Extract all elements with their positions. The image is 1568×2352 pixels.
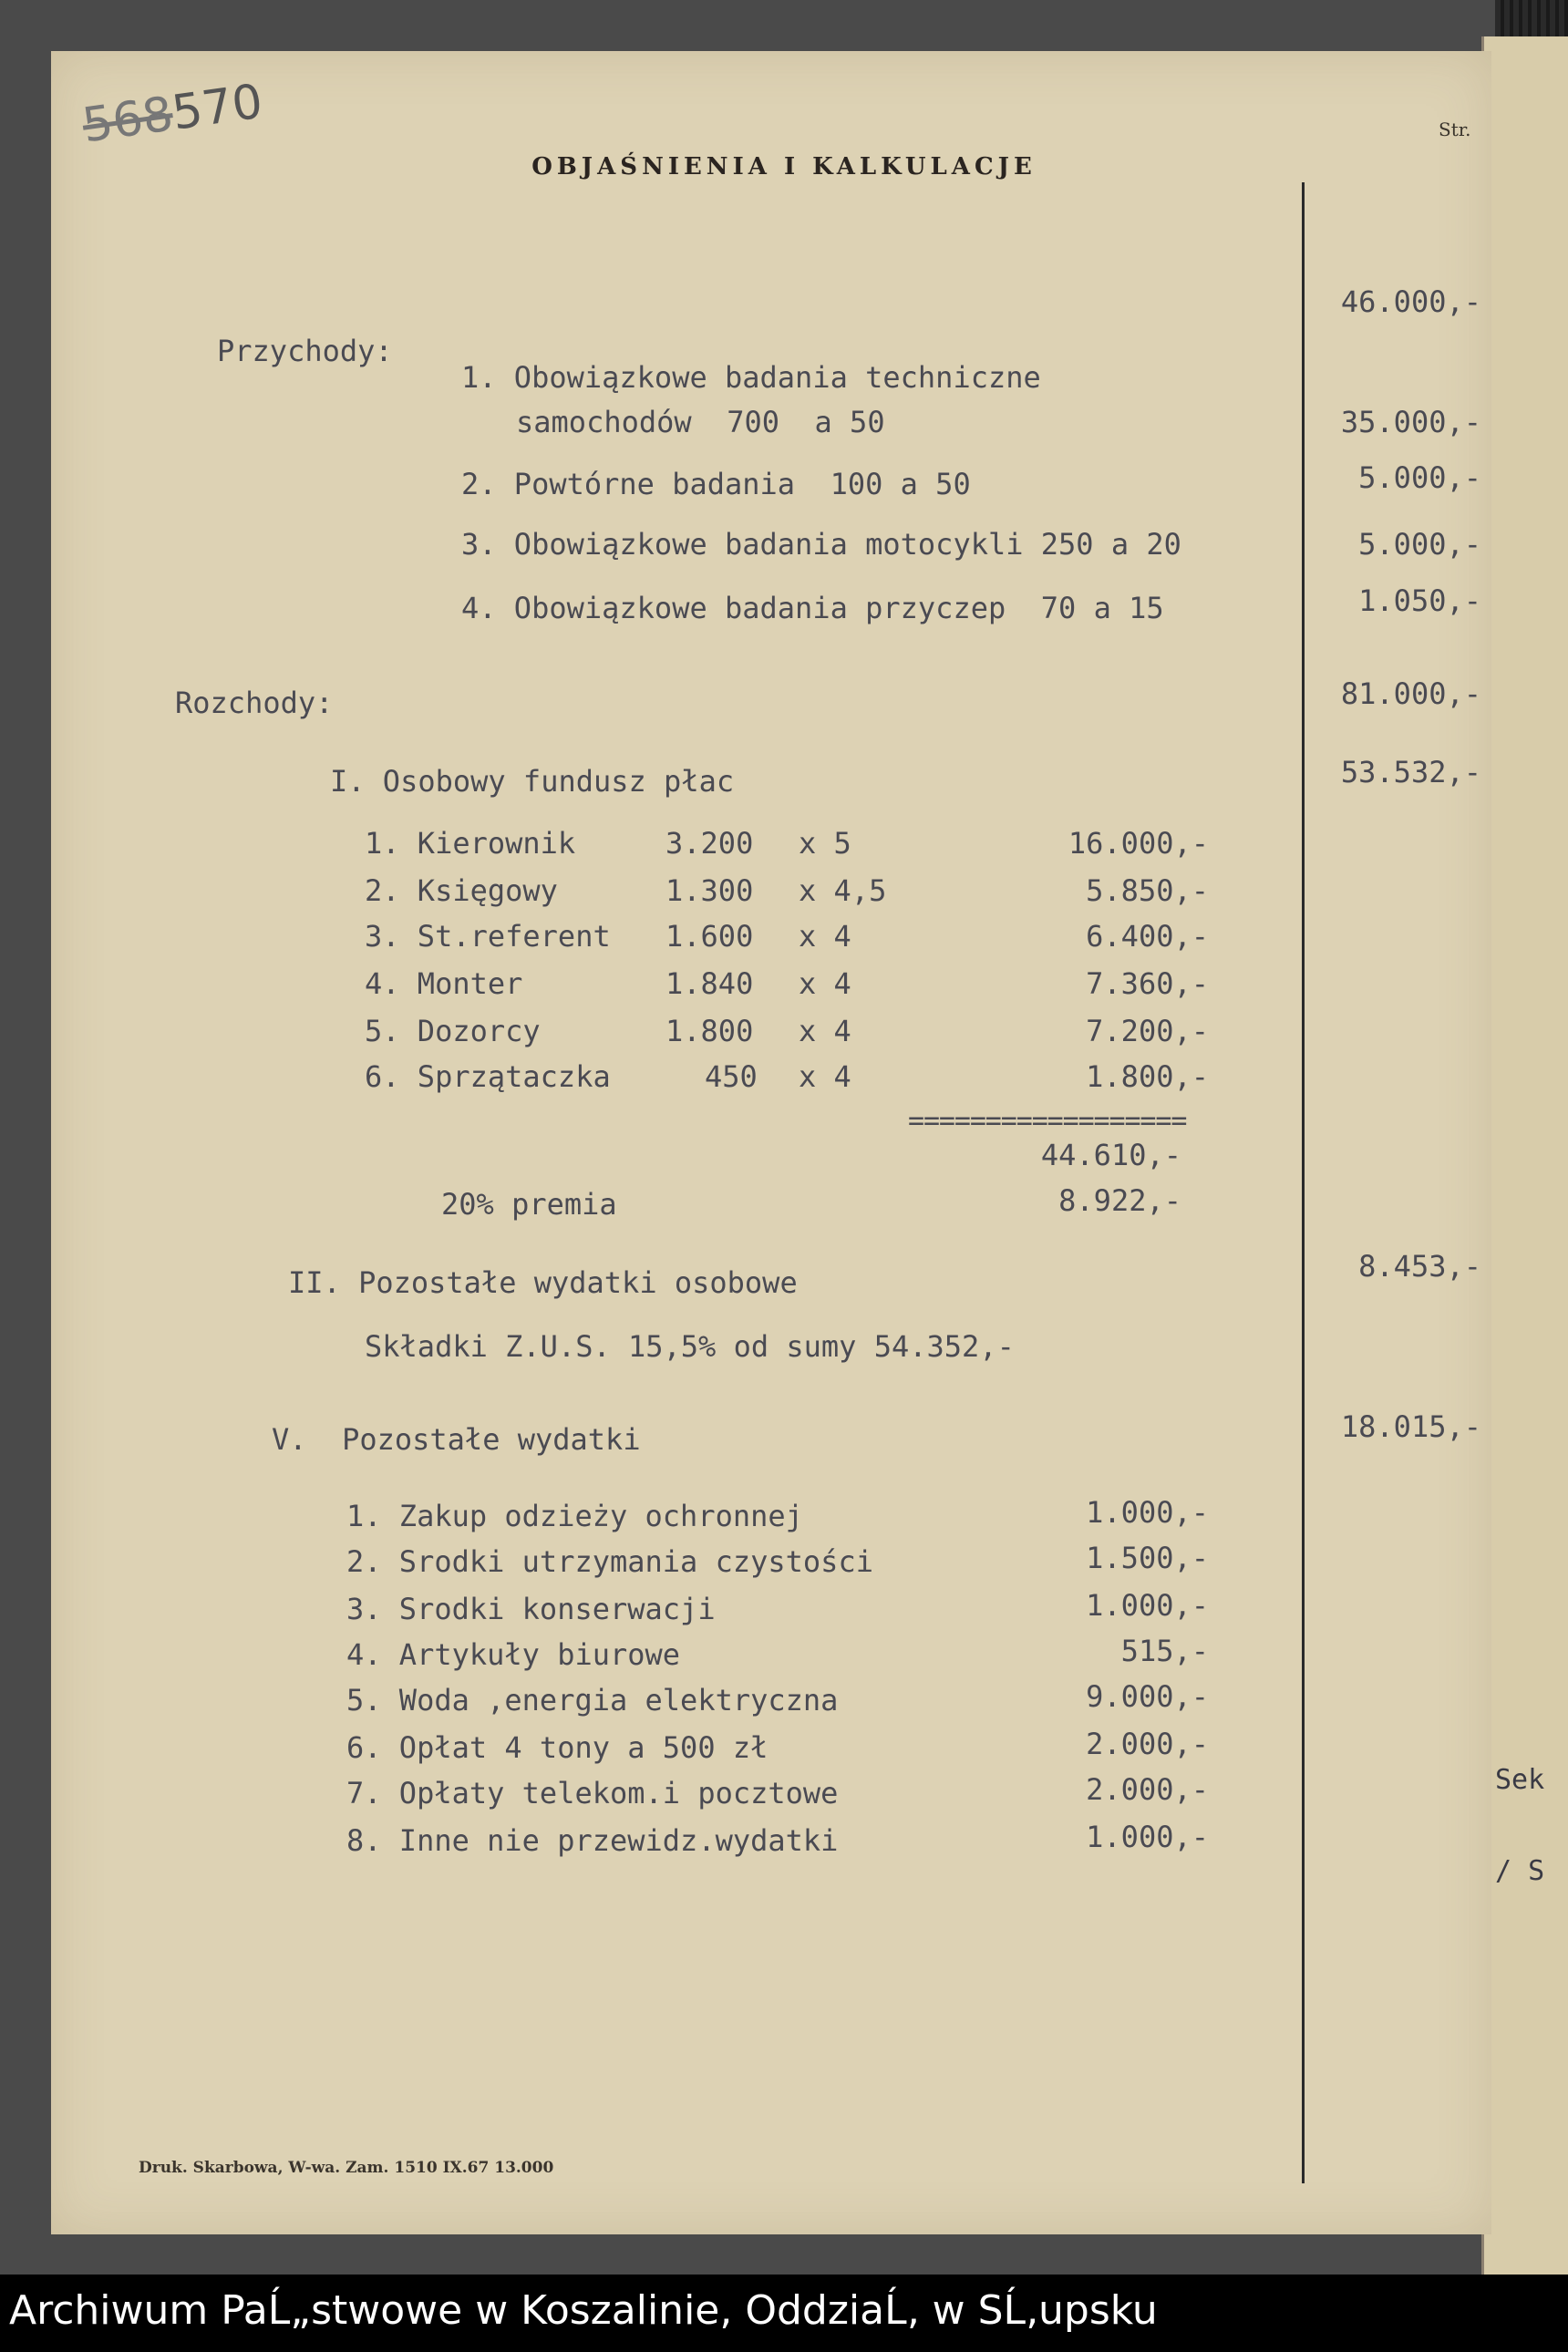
expenses-label: Rozchody: <box>175 686 334 720</box>
expense-row-amount: 1.000,- <box>1086 1588 1209 1623</box>
income-item-3-amount: 5.000,- <box>1358 527 1481 562</box>
section1-subtotal: 44.610,- <box>1040 1138 1181 1172</box>
income-item-1-amount: 35.000,- <box>1340 405 1481 439</box>
salary-row-mult: x 4 <box>799 1059 851 1094</box>
expense-row-name: 2. Srodki utrzymania czystości <box>346 1544 873 1579</box>
bonus-amount: 8.922,- <box>1058 1183 1181 1218</box>
salary-row-name: 3. St.referent <box>365 919 611 954</box>
expense-row-amount: 2.000,- <box>1086 1772 1209 1807</box>
section1-total: 53.532,- <box>1340 755 1481 789</box>
salary-row-name: 5. Dozorcy <box>365 1014 541 1048</box>
expense-row-amount: 1.000,- <box>1086 1820 1209 1854</box>
salary-row-amount: 5.850,- <box>1086 873 1209 908</box>
salary-row-rate: 1.600 <box>665 919 754 954</box>
expense-row-amount: 1.000,- <box>1086 1495 1209 1530</box>
income-item-2-amount: 5.000,- <box>1358 460 1481 495</box>
expense-row-name: 6. Opłat 4 tony a 500 zł <box>346 1730 769 1765</box>
side-page-text-2: / S <box>1495 1855 1545 1887</box>
salary-row-rate: 3.200 <box>665 826 754 861</box>
expense-row-amount: 515,- <box>1120 1634 1209 1668</box>
salary-row-amount: 1.800,- <box>1086 1059 1209 1094</box>
sum-separator: ================== <box>908 1105 1187 1137</box>
salary-row-mult: x 5 <box>799 826 851 861</box>
expense-row-name: 7. Opłaty telekom.i pocztowe <box>346 1776 839 1810</box>
salary-row-amount: 7.200,- <box>1086 1014 1209 1048</box>
str-label: Str. <box>1439 119 1471 140</box>
expense-row-name: 8. Inne nie przewidz.wydatki <box>346 1823 839 1858</box>
salary-row-amount: 7.360,- <box>1086 966 1209 1001</box>
salary-row-name: 1. Kierownik <box>365 826 576 861</box>
printer-imprint: Druk. Skarbowa, W-wa. Zam. 1510 IX.67 13.000 <box>139 2159 554 2177</box>
income-item-4-amount: 1.050,- <box>1358 583 1481 618</box>
expense-row-name: 5. Woda ,energia elektryczna <box>346 1683 839 1718</box>
bonus-label: 20% premia <box>441 1187 617 1222</box>
income-item-3: 3. Obowiązkowe badania motocykli 250 a 20 <box>461 527 1181 562</box>
salary-row-name: 6. Sprzątaczka <box>365 1059 611 1094</box>
income-item-1-line2: samochodów 700 a 50 <box>516 405 885 439</box>
page-heading: OBJAŚNIENIA I KALKULACJE <box>531 153 1037 181</box>
page-number: 570 <box>169 74 266 141</box>
salary-row-mult: x 4 <box>799 1014 851 1048</box>
page-number-struck: 568 <box>78 87 177 154</box>
expenses-total: 81.000,- <box>1340 676 1481 711</box>
salary-row-rate: 1.840 <box>665 966 754 1001</box>
expense-row-amount: 2.000,- <box>1086 1727 1209 1761</box>
salary-row-amount: 16.000,- <box>1068 826 1209 861</box>
salary-row-name: 4. Monter <box>365 966 523 1001</box>
income-item-4: 4. Obowiązkowe badania przyczep 70 a 15 <box>461 591 1164 625</box>
section2-title: II. Pozostałe wydatki osobowe <box>288 1265 798 1300</box>
salary-row-amount: 6.400,- <box>1086 919 1209 954</box>
side-page-text-1: Sek <box>1495 1764 1545 1796</box>
salary-row-name: 2. Księgowy <box>365 873 558 908</box>
caption-bar <box>0 2275 1568 2352</box>
salary-row-mult: x 4,5 <box>799 873 887 908</box>
salary-row-mult: x 4 <box>799 919 851 954</box>
zus-contribution-line: Składki Z.U.S. 15,5% od sumy 54.352,- <box>365 1329 1015 1364</box>
archive-caption: Archiwum PaĹ„stwowe w Koszalinie, OddziaĹ‚ w SĹ‚upsku <box>9 2287 1158 2334</box>
salary-row-rate: 1.800 <box>665 1014 754 1048</box>
income-item-1-line1: 1. Obowiązkowe badania techniczne <box>461 360 1041 395</box>
income-total: 46.000,- <box>1340 284 1481 319</box>
salary-row-rate: 450 <box>705 1059 758 1094</box>
salary-row-mult: x 4 <box>799 966 851 1001</box>
adjacent-page <box>1481 36 1568 2275</box>
income-item-2: 2. Powtórne badania 100 a 50 <box>461 467 971 501</box>
expense-row-amount: 9.000,- <box>1086 1679 1209 1714</box>
expense-row-name: 1. Zakup odzieży ochronnej <box>346 1499 803 1533</box>
income-label: Przychody: <box>217 334 393 368</box>
expense-row-amount: 1.500,- <box>1086 1541 1209 1575</box>
section5-total: 18.015,- <box>1340 1409 1481 1444</box>
expense-row-name: 3. Srodki konserwacji <box>346 1592 716 1626</box>
section1-title: I. Osobowy fundusz płac <box>330 764 735 799</box>
expense-row-name: 4. Artykuły biurowe <box>346 1637 681 1672</box>
section5-title: V. Pozostałe wydatki <box>272 1422 641 1457</box>
salary-row-rate: 1.300 <box>665 873 754 908</box>
section2-total: 8.453,- <box>1358 1249 1481 1284</box>
